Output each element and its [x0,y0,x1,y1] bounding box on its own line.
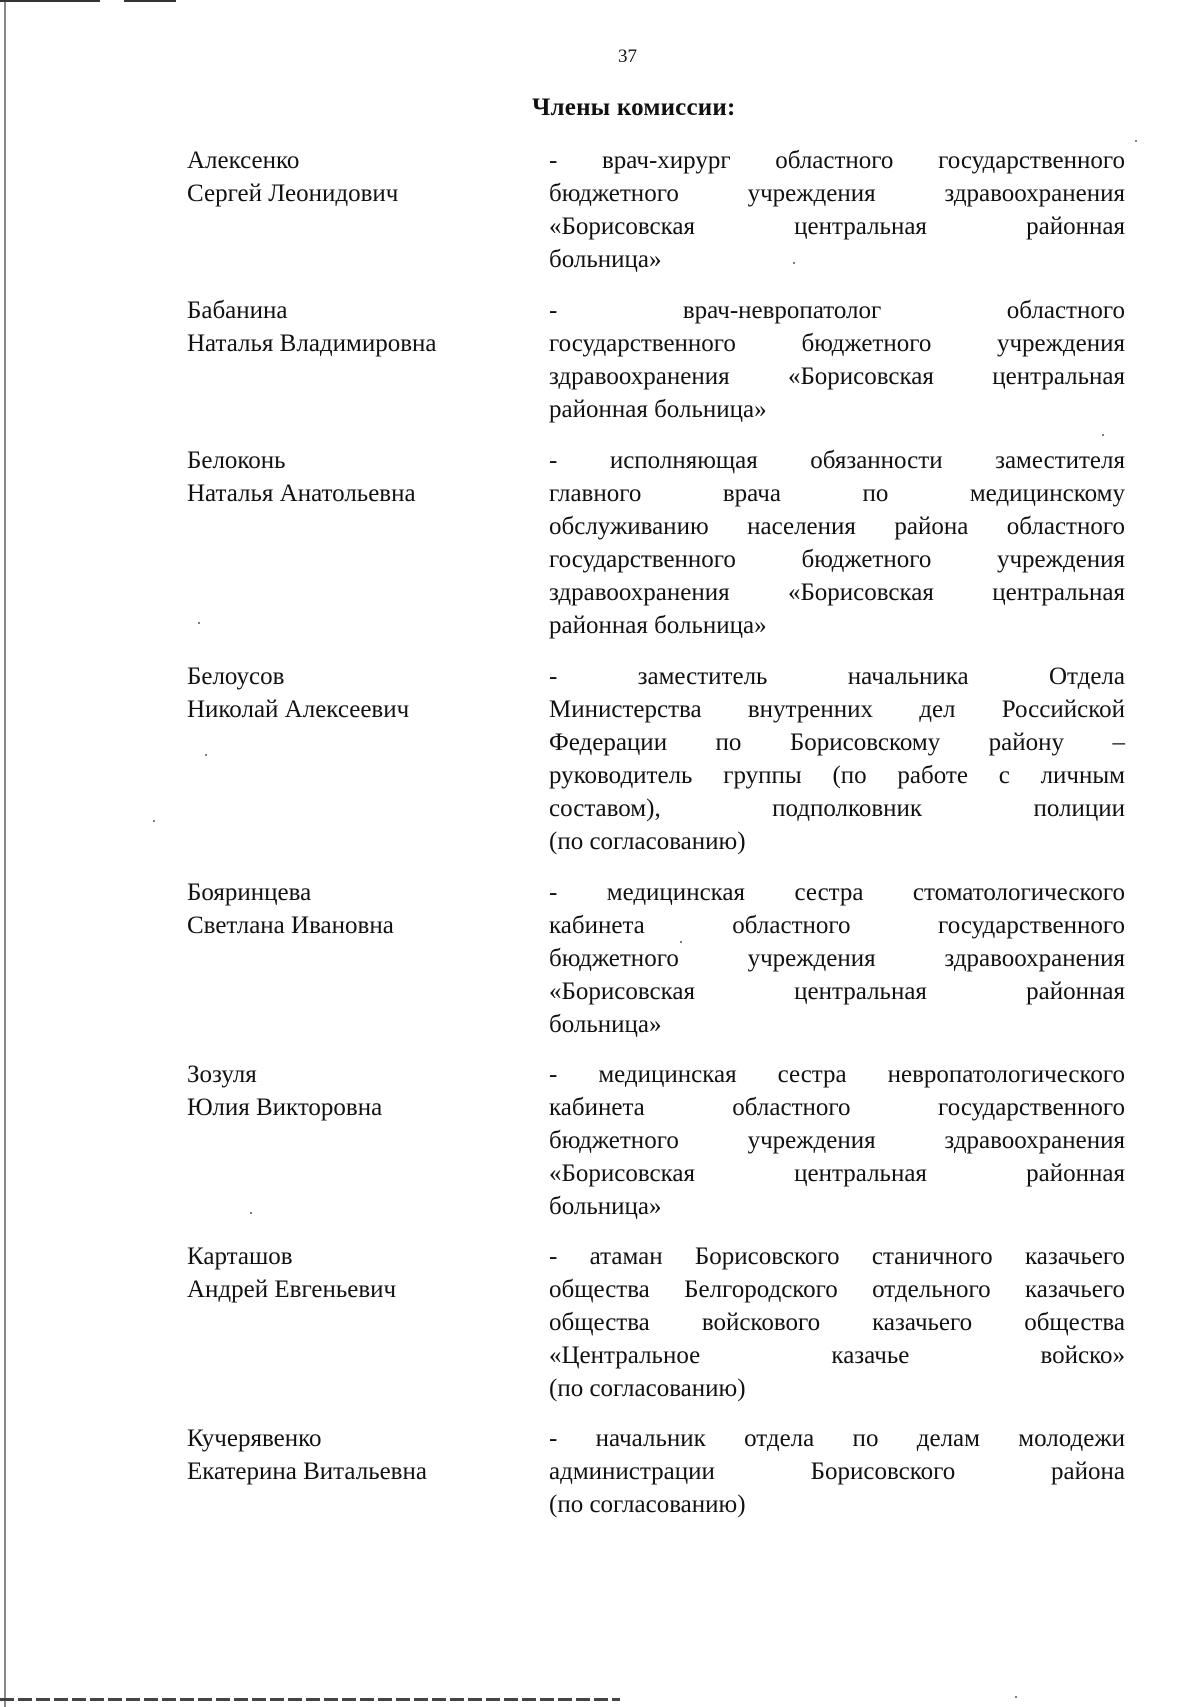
role-line: районная больница» [549,396,767,423]
scan-speck [680,941,682,943]
member-given-names: Николай Алексеевич [187,696,410,723]
role-line: - исполняющая обязанности заместителя [549,447,1125,474]
member-name [187,294,517,360]
member-surname: Белоусов [187,663,285,690]
role-line: больница» [549,1011,662,1038]
role-line: - врач-хирург областного государственного [549,147,1125,174]
member-given-names: Наталья Анатольевна [187,480,416,507]
role-line: «Борисовская центральная районная [549,213,1125,240]
member-surname: Бабанина [187,297,288,324]
member-name [187,144,517,210]
scan-speck [1015,1696,1017,1698]
scan-edge-line [4,0,6,1707]
role-line: «Центральное казачье войско» [549,1342,1125,1369]
member-surname: Кучерявенко [187,1425,322,1452]
member-name [187,876,517,942]
role-line: государственного бюджетного учреждения [549,546,1125,573]
role-line: кабинета областного государственного [549,912,1125,939]
role-line: (по согласованию) [549,1375,746,1402]
role-line: здравоохранения «Борисовская центральная [549,363,1125,390]
role-line: - медицинская сестра стоматологического [549,879,1125,906]
role-line: здравоохранения «Борисовская центральная [549,579,1125,606]
scan-top-rule [124,0,176,2]
member-role [549,1240,1125,1405]
member-role [549,294,1125,426]
role-line: больница» [549,246,662,273]
role-line: Федерации по Борисовскому району – [549,729,1125,756]
page-number: 37 [618,46,637,67]
member-name [187,1058,517,1124]
scan-bottom-rule [0,1698,620,1701]
member-role [549,1422,1125,1521]
member-role [549,444,1125,642]
member-name [187,1422,517,1488]
role-line: администрации Борисовского района [549,1458,1125,1485]
member-surname: Алексенко [187,147,300,174]
role-line: «Борисовская центральная районная [549,978,1125,1005]
member-given-names: Андрей Евгеньевич [187,1276,397,1303]
role-line: бюджетного учреждения здравоохранения [549,180,1125,207]
scan-speck [250,1212,252,1214]
member-name [187,444,517,510]
role-line: - начальник отдела по делам молодежи [549,1425,1125,1452]
member-role [549,144,1125,276]
role-line: - медицинская сестра невропатологического [549,1061,1125,1088]
scan-speck [793,262,795,264]
role-line: - атаман Борисовского станичного казачьего [549,1243,1125,1270]
scan-speck [1102,434,1104,436]
member-surname: Белоконь [187,447,286,474]
role-line: общества Белгородского отдельного казачьего [549,1276,1125,1303]
scan-top-rule [0,0,100,2]
member-surname: Карташов [187,1243,293,1270]
role-line: бюджетного учреждения здравоохранения [549,945,1125,972]
role-line: районная больница» [549,612,767,639]
scan-speck [205,754,207,756]
role-line: больница» [549,1193,662,1220]
member-given-names: Юлия Викторовна [187,1094,383,1121]
role-line: общества войскового казачьего общества [549,1309,1125,1336]
role-line: (по согласованию) [549,828,746,855]
scan-speck [198,622,200,624]
member-given-names: Наталья Владимировна [187,330,437,357]
member-role [549,876,1125,1041]
member-name [187,660,517,726]
role-line: - заместитель начальника Отдела [549,663,1125,690]
member-role [549,1058,1125,1223]
member-surname: Бояринцева [187,879,312,906]
role-line: составом), подполковник полиции [549,795,1125,822]
role-line: - врач-невропатолог областного [549,297,1125,324]
section-heading: Члены комиссии: [532,94,736,121]
member-given-names: Светлана Ивановна [187,912,394,939]
role-line: обслуживанию населения района областного [549,513,1125,540]
role-line: руководитель группы (по работе с личным [549,762,1125,789]
scan-speck [153,820,155,822]
member-role [549,660,1125,858]
role-line: главного врача по медицинскому [549,480,1125,507]
role-line: кабинета областного государственного [549,1094,1125,1121]
member-name [187,1240,517,1306]
scan-speck [1135,140,1137,142]
member-given-names: Екатерина Витальевна [187,1458,427,1485]
member-given-names: Сергей Леонидович [187,180,399,207]
role-line: Министерства внутренних дел Российской [549,696,1125,723]
role-line: (по согласованию) [549,1491,746,1518]
role-line: «Борисовская центральная районная [549,1160,1125,1187]
member-surname: Зозуля [187,1061,257,1088]
role-line: бюджетного учреждения здравоохранения [549,1127,1125,1154]
role-line: государственного бюджетного учреждения [549,330,1125,357]
